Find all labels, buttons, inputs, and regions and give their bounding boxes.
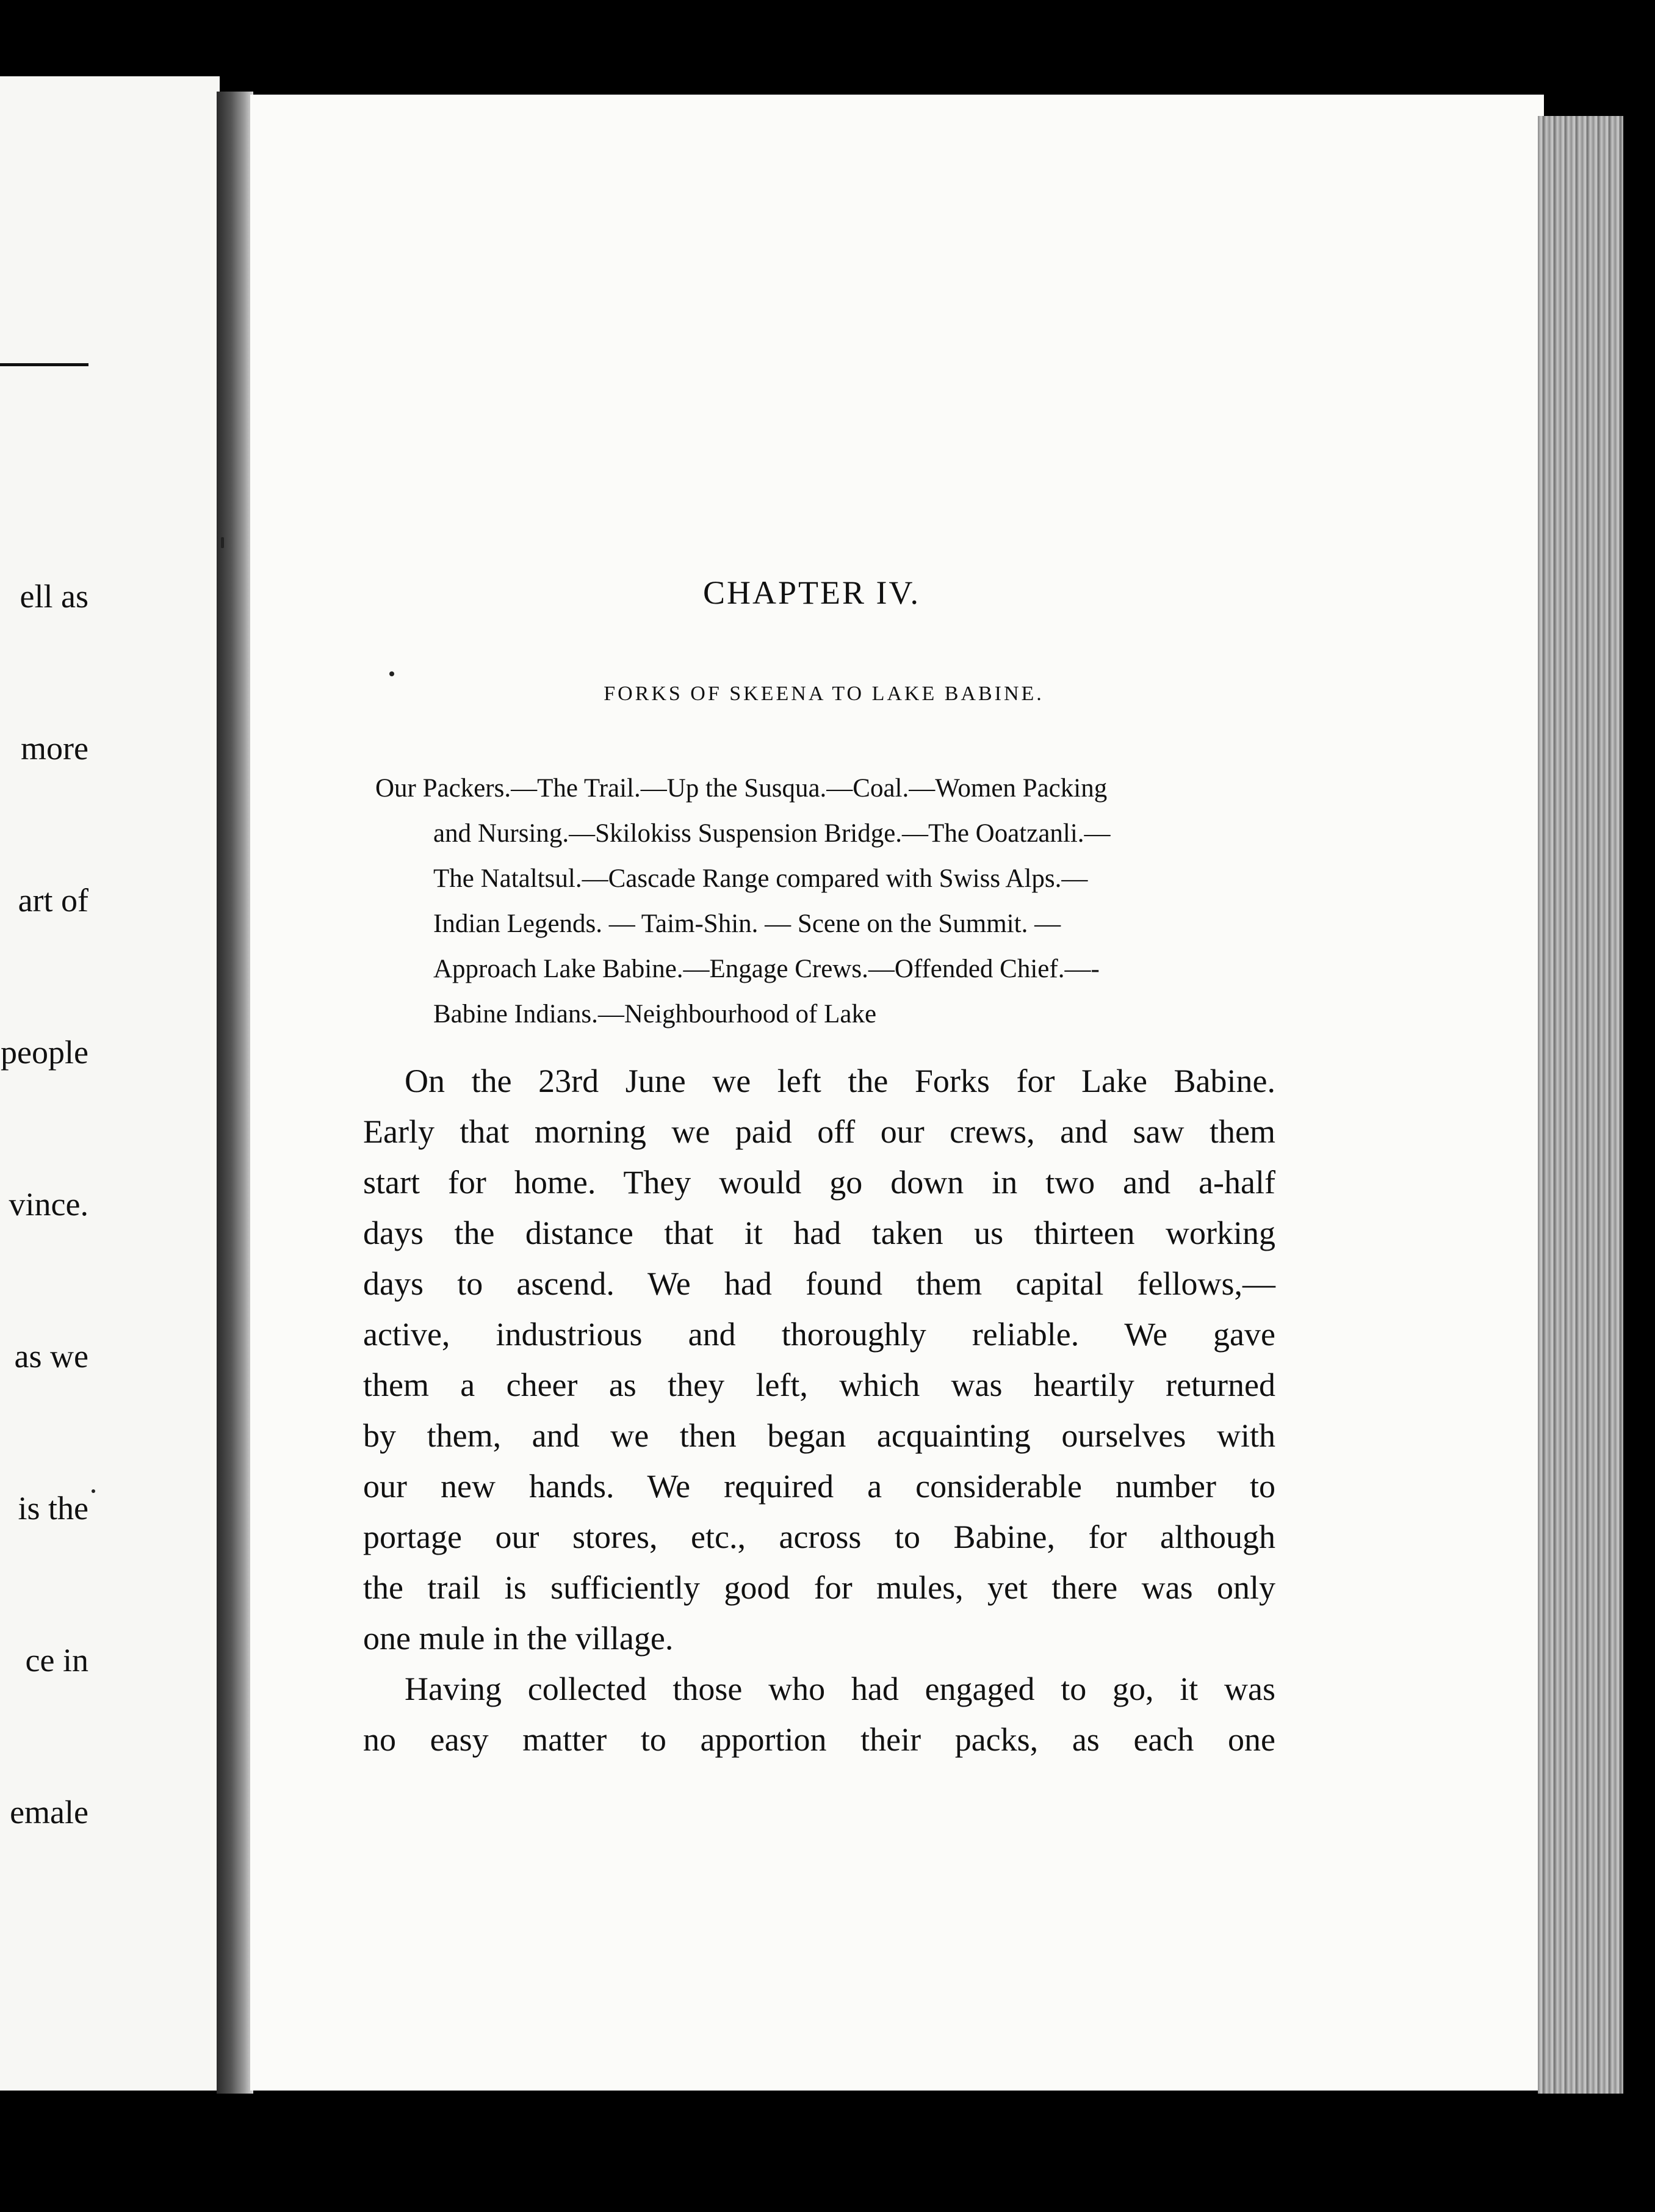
paragraph-line: the trail is sufficiently good for mules, yet there was only	[363, 1569, 1275, 1606]
synopsis-line: Indian Legends. — Taim-Shin. — Scene on the Summit. —	[433, 909, 1061, 938]
left-text-line: art of	[18, 882, 88, 919]
left-text-line: is the	[18, 1490, 88, 1527]
paragraph-line: active, industrious and thoroughly reliable. We gave	[363, 1316, 1275, 1353]
paragraph-line: Having collected those who had engaged to go, it was	[405, 1671, 1275, 1707]
section-rule	[0, 363, 88, 366]
ink-speck	[221, 537, 224, 548]
page-fore-edge	[1538, 116, 1623, 2094]
paragraph-line: one mule in the village.	[363, 1620, 674, 1657]
paragraph-line: days to ascend. We had found them capital fellows,—	[363, 1265, 1275, 1302]
paragraph-line: by them, and we then began acquainting ourselves with	[363, 1417, 1275, 1454]
left-text-line: vince.	[9, 1186, 88, 1223]
book-gutter	[217, 92, 253, 2094]
ink-speck	[92, 1489, 95, 1493]
body-text	[363, 1056, 1275, 1765]
left-page-text	[0, 470, 88, 1939]
left-text-line: emale	[10, 1794, 88, 1831]
paragraph-line: no easy matter to apportion their packs, as each one	[363, 1721, 1275, 1758]
synopsis-line: and Nursing.—Skilokiss Suspension Bridge.—The Ooatzanli.—	[433, 819, 1111, 848]
synopsis-line: Our Packers.—The Trail.—Up the Susqua.—Coal.—Women Packing	[375, 774, 1108, 803]
left-page-fragment	[0, 76, 220, 2091]
synopsis-line: Babine Indians.—Neighbourhood of Lake	[433, 1000, 877, 1028]
ink-speck	[389, 671, 394, 676]
left-text-line: ell as	[20, 578, 88, 615]
paragraph-line: portage our stores, etc., across to Babine, for although	[363, 1519, 1275, 1555]
left-text-line: more	[21, 730, 88, 767]
left-text-line: ce in	[25, 1642, 88, 1679]
chapter-title: CHAPTER IV.	[702, 574, 921, 611]
paragraph-line: Early that morning we paid off our crews, and saw them	[363, 1113, 1275, 1150]
synopsis-line: The Nataltsul.—Cascade Range compared with Swiss Alps.—	[433, 864, 1088, 893]
paragraph-line: them a cheer as they left, which was heartily returned	[363, 1367, 1275, 1403]
chapter-subtitle: FORKS OF SKEENA TO LAKE BABINE.	[604, 682, 1044, 705]
chapter-synopsis	[375, 766, 1275, 1037]
left-text-line: people	[1, 1034, 88, 1071]
paragraph-line: On the 23rd June we left the Forks for Lake Babine.	[405, 1063, 1275, 1099]
paragraph-line: start for home. They would go down in two and a-half	[363, 1164, 1275, 1201]
paragraph-line: our new hands. We required a considerable number to	[363, 1468, 1275, 1505]
paragraph-line: days the distance that it had taken us thirteen working	[363, 1215, 1275, 1251]
synopsis-line: Approach Lake Babine.—Engage Crews.—Offended Chief.—-	[433, 955, 1100, 983]
left-text-line: as we	[14, 1338, 88, 1375]
